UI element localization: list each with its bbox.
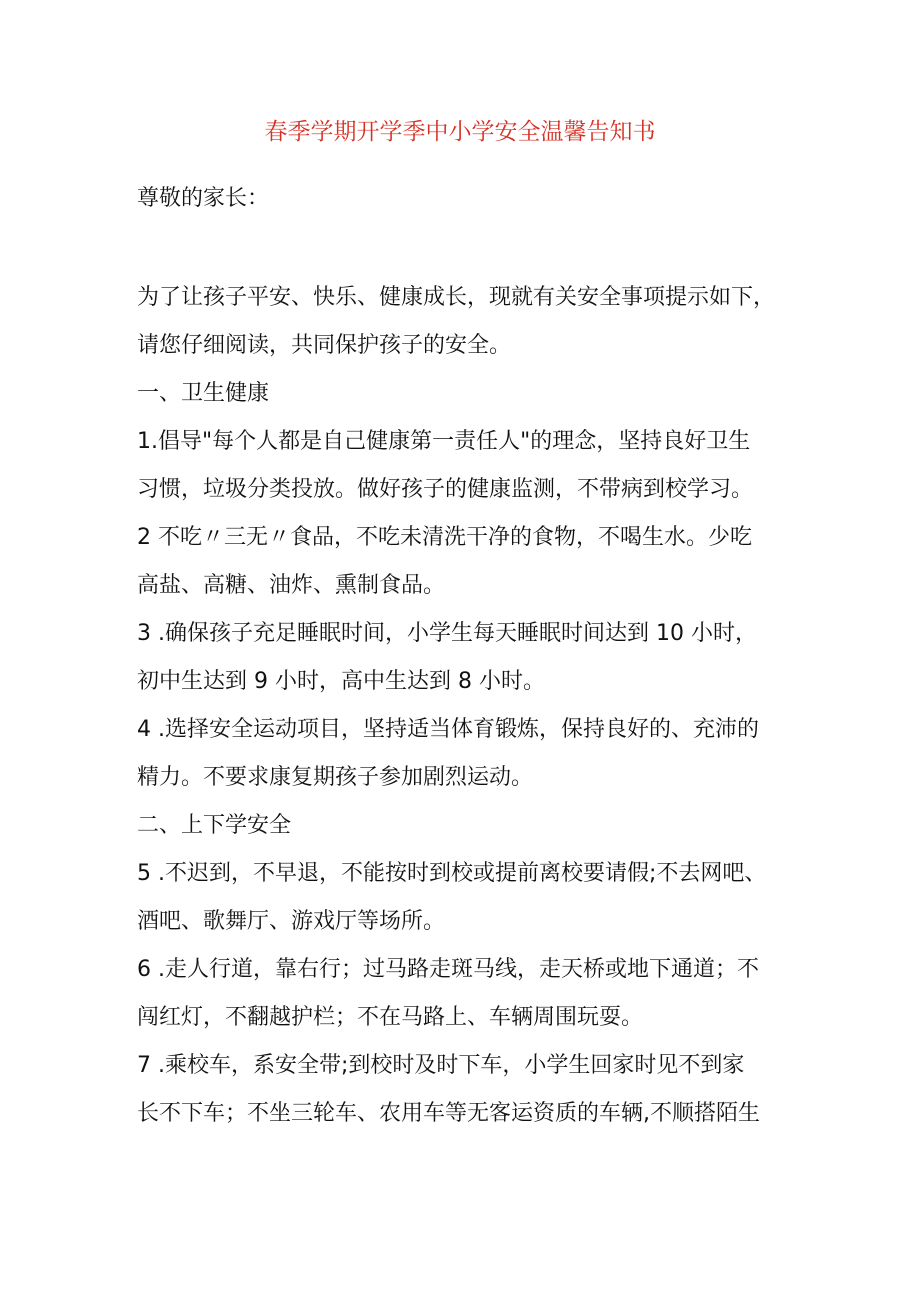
body-line: 2 不吃〃三无〃食品，不吃未清洗干净的食物，不喝生水。少吃: [137, 525, 752, 550]
salutation-block: [137, 175, 817, 223]
body-line: 长不下车；不坐三轮车、农用车等无客运资质的车辆,不顺搭陌生: [137, 1101, 760, 1126]
body-line: 7 .乘校车，系安全带;到校时及时下车，小学生回家时见不到家: [137, 1053, 745, 1078]
section-heading-commute: 二、上下学安全: [137, 813, 292, 838]
body-line: 初中生达到 9 小时，高中生达到 8 小时。: [137, 669, 545, 694]
body-line: 5 .不迟到，不早退，不能按时到校或提前离校要请假;不去网吧、: [137, 861, 767, 886]
body-line: 酒吧、歌舞厅、游戏厅等场所。: [137, 909, 446, 934]
body-line: 6 .走人行道，靠右行；过马路走斑马线，走天桥或地下通道；不: [137, 957, 759, 982]
intro-line: 为了让孩子平安、快乐、健康成长，现就有关安全事项提示如下，: [137, 285, 776, 310]
salutation: 尊敬的家长：: [137, 186, 270, 211]
document-title: 春季学期开学季中小学安全温馨告知书: [264, 119, 656, 145]
intro-line: 请您仔细阅读，共同保护孩子的安全。: [137, 333, 512, 358]
body-line: 4 .选择安全运动项目，坚持适当体育锻炼，保持良好的、充沛的: [137, 717, 759, 742]
body-line: 1.倡导"每个人都是自己健康第一责任人"的理念，坚持良好卫生: [137, 429, 751, 454]
section-heading-health: 一、卫生健康: [137, 381, 270, 406]
body-content: [137, 370, 817, 1138]
body-line: 闯红灯，不翻越护栏；不在马路上、车辆周围玩耍。: [137, 1005, 644, 1030]
body-line: 习惯，垃圾分类投放。做好孩子的健康监测，不带病到校学习。: [137, 477, 754, 502]
intro-paragraph: [137, 274, 817, 370]
body-line: 3 .确保孩子充足睡眠时间，小学生每天睡眠时间达到 10 小时，: [137, 621, 757, 646]
body-line: 高盐、高糖、油炸、熏制食品。: [137, 573, 446, 598]
body-line: 精力。不要求康复期孩子参加剧烈运动。: [137, 765, 534, 790]
